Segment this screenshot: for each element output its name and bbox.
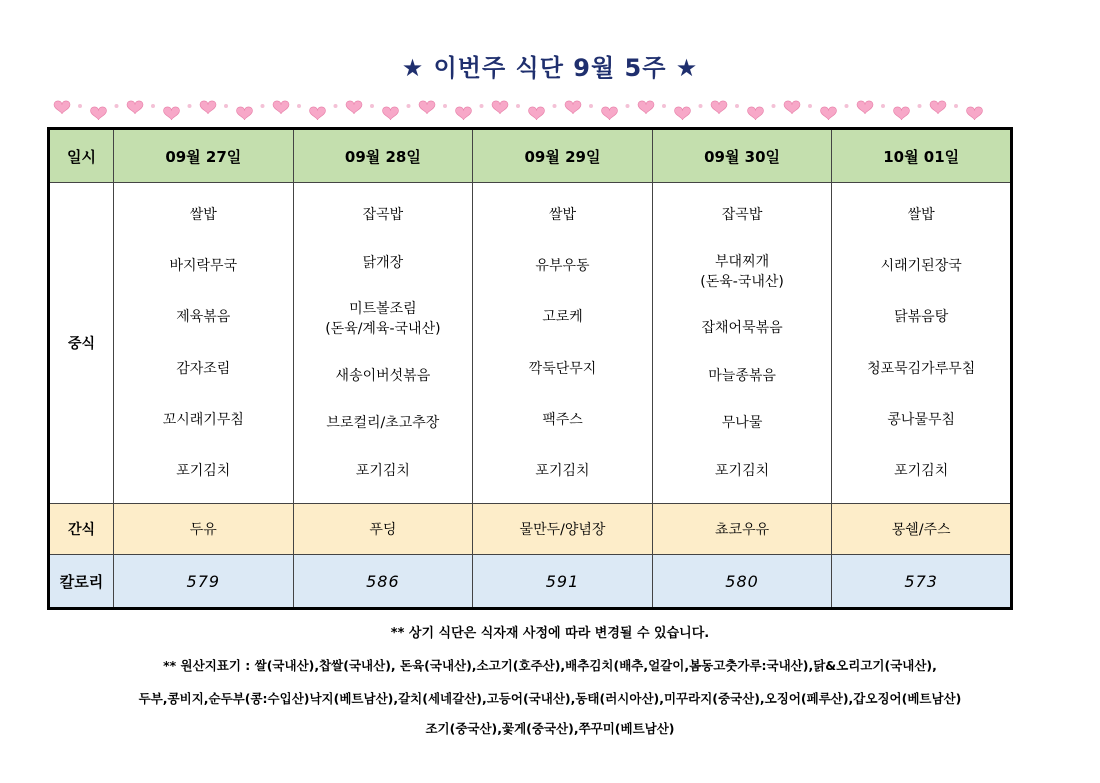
heart-icon — [857, 101, 873, 114]
menu-item: 유부우동 — [535, 258, 590, 275]
heart-icon — [456, 107, 472, 120]
calorie-cell: 591 — [473, 555, 653, 609]
heart-icon — [748, 107, 764, 120]
dot-icon — [224, 104, 228, 108]
snack-cell: 두유 — [114, 504, 294, 555]
menu-item: 닭개장 — [362, 254, 404, 271]
date-cell: 09월 30일 — [652, 129, 832, 183]
lunch-cell — [293, 183, 473, 504]
heart-icon — [91, 107, 107, 120]
date-cell: 09월 29일 — [473, 129, 653, 183]
dot-icon — [845, 104, 849, 108]
heart-icon — [529, 107, 545, 120]
dot-icon — [115, 104, 119, 108]
lunch-row — [49, 183, 1012, 504]
heart-icon — [164, 107, 180, 120]
dot-icon — [516, 104, 520, 108]
heart-icon — [675, 107, 691, 120]
snack-cell: 물만두/양념장 — [473, 504, 653, 555]
heart-icon — [273, 101, 289, 114]
dot-icon — [589, 104, 593, 108]
row-label-date: 일시 — [49, 129, 114, 183]
menu-item: 감자조림 — [176, 360, 231, 377]
snack-cell: 몽쉘/주스 — [832, 504, 1012, 555]
menu-item: 콩나물무침 — [887, 411, 955, 428]
calorie-cell: 579 — [114, 555, 294, 609]
dot-icon — [370, 104, 374, 108]
menu-item: 고로케 — [542, 309, 583, 326]
heart-border-decoration — [52, 92, 1007, 122]
heart-icon — [237, 107, 253, 120]
menu-item: 잡곡밥 — [362, 207, 404, 223]
menu-item: 마늘종볶음 — [708, 367, 776, 384]
menu-item: 깍둑단무지 — [528, 360, 597, 377]
menu-item: 쌀밥 — [189, 207, 217, 223]
heart-icon — [127, 101, 143, 114]
dot-icon — [553, 104, 557, 108]
dot-icon — [626, 104, 630, 108]
menu-item: 포기김치 — [355, 462, 410, 479]
page-title: ★ 이번주 식단 9월 5주 ★ — [401, 54, 699, 82]
snack-row — [49, 504, 1012, 555]
menu-item: 청포묵김가루무침 — [867, 360, 976, 377]
heart-icon — [930, 101, 946, 114]
dot-icon — [699, 104, 703, 108]
snack-cell: 쵸코우유 — [652, 504, 832, 555]
dot-icon — [480, 104, 484, 108]
date-cell: 09월 27일 — [114, 129, 294, 183]
menu-item: 쌀밥 — [907, 207, 935, 223]
heart-icon — [419, 101, 435, 114]
heart-icon — [967, 107, 983, 120]
heart-icon — [383, 107, 399, 120]
menu-item: 쌀밥 — [548, 207, 577, 223]
lunch-cell — [114, 183, 294, 504]
dot-icon — [78, 104, 82, 108]
dot-icon — [662, 104, 666, 108]
menu-item: 무나물 — [721, 415, 763, 432]
menu-item: 잡곡밥 — [721, 207, 763, 223]
heart-icon — [310, 107, 326, 120]
menu-item: 시래기된장국 — [880, 258, 962, 275]
origin-note-line3: 조기(중국산),꽃게(중국산),쭈꾸미(베트남산) — [425, 721, 675, 736]
calorie-cell: 586 — [293, 555, 473, 609]
dot-icon — [334, 104, 338, 108]
dot-icon — [261, 104, 265, 108]
lunch-cell — [473, 183, 653, 504]
change-notice: ** 상기 식단은 식자재 사정에 따라 변경될 수 있습니다. — [390, 626, 710, 641]
menu-item: 닭볶음탕 — [894, 309, 949, 326]
dot-icon — [808, 104, 812, 108]
dot-icon — [151, 104, 155, 108]
menu-item: 포기김치 — [535, 462, 590, 479]
dot-icon — [918, 104, 922, 108]
heart-icon — [894, 107, 910, 120]
heart-icon — [711, 101, 727, 114]
menu-item: 바지락무국 — [169, 258, 238, 275]
calorie-cell: 580 — [652, 555, 832, 609]
origin-note-line1: ** 원산지표기 : 쌀(국내산),찹쌀(국내산), 돈육(국내산),소고기(호주산),배추김치(배추,얼갈이,봄동고춧가루:국내산),닭&오리고기(국내산), — [163, 658, 937, 673]
menu-item: 포기김치 — [176, 462, 231, 479]
menu-item: 꼬시래기무침 — [162, 411, 244, 428]
origin-note-line2: 두부,콩비지,순두부(콩:수입산)낙지(베트남산),갈치(세네갈산),고등어(국내산),동태(러시아산),미꾸라지(중국산),오징어(페루산),갑오징어(베트남산) — [138, 691, 962, 706]
heart-icon — [784, 101, 800, 114]
dot-icon — [735, 104, 739, 108]
menu-item: 제육볶음 — [176, 309, 231, 326]
row-label-lunch: 중식 — [49, 183, 114, 504]
menu-item: 팩주스 — [542, 411, 583, 428]
date-cell: 10월 01일 — [832, 129, 1012, 183]
heart-icon — [821, 107, 837, 120]
menu-item: 브로컬리/초고추장 — [326, 415, 440, 432]
menu-item: 부대찌개 (돈육-국내산) — [700, 253, 784, 290]
dot-icon — [772, 104, 776, 108]
snack-cell: 푸딩 — [293, 504, 473, 555]
dot-icon — [188, 104, 192, 108]
menu-item: 포기김치 — [894, 462, 949, 479]
dot-icon — [407, 104, 411, 108]
heart-icon — [565, 101, 581, 114]
menu-item: 잡채어묵볶음 — [701, 320, 783, 337]
heart-icon — [200, 101, 216, 114]
calorie-row — [49, 555, 1012, 609]
row-label-calorie: 칼로리 — [49, 555, 114, 609]
lunch-cell — [652, 183, 832, 504]
menu-item: 새송이버섯볶음 — [335, 367, 431, 384]
dot-icon — [297, 104, 301, 108]
menu-item: 미트볼조림 (돈육/계육-국내산) — [325, 301, 441, 338]
heart-icon — [492, 101, 508, 114]
date-cell: 09월 28일 — [293, 129, 473, 183]
dot-icon — [881, 104, 885, 108]
heart-icon — [54, 101, 70, 114]
calorie-cell: 573 — [832, 555, 1012, 609]
dot-icon — [954, 104, 958, 108]
row-label-snack: 간식 — [49, 504, 114, 555]
date-row — [49, 129, 1012, 183]
lunch-cell — [832, 183, 1012, 504]
dot-icon — [443, 104, 447, 108]
heart-icon — [346, 101, 362, 114]
heart-icon — [638, 101, 654, 114]
menu-item: 포기김치 — [715, 462, 770, 479]
menu-table — [47, 127, 1013, 610]
heart-icon — [602, 107, 618, 120]
